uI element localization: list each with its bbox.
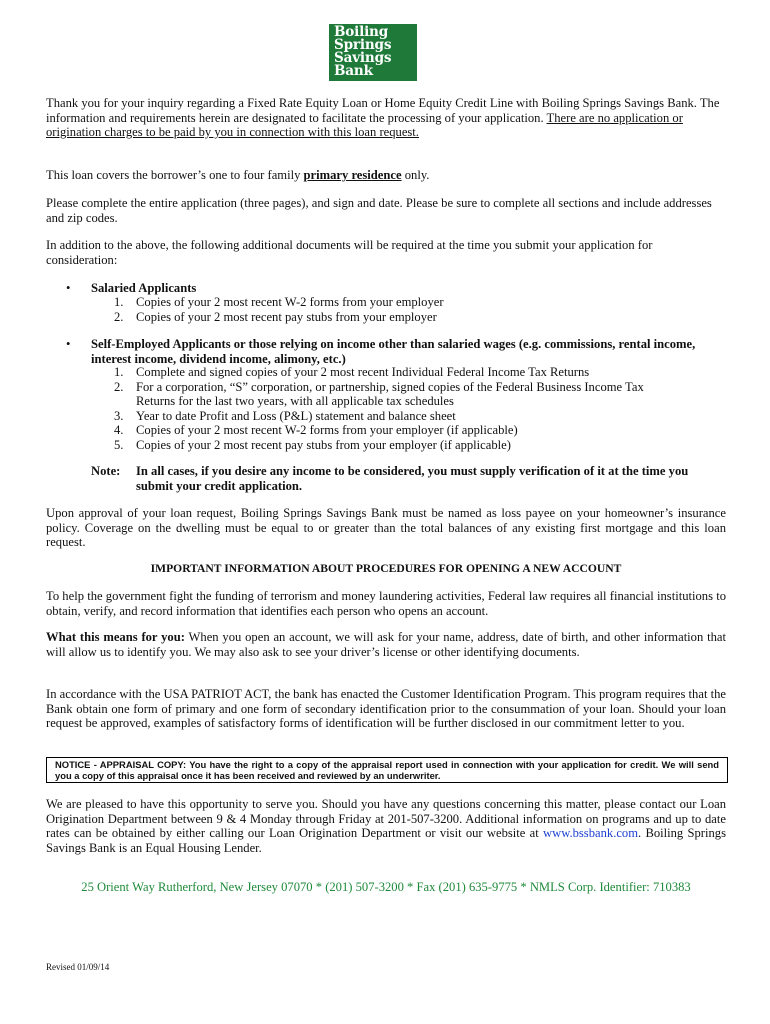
list-item: [46, 423, 726, 438]
list-item: [46, 380, 726, 409]
complete-application-paragraph: Please complete the entire application (three pages), and sign and date. Please be sure to complete all sections and include addresses and zip codes.: [46, 196, 712, 225]
what-this-means-label: What this means for you:: [46, 630, 185, 644]
bullet-icon: •: [66, 337, 71, 351]
logo-line: Boiling: [334, 24, 389, 40]
patriot-act-paragraph: In accordance with the USA PATRIOT ACT, the bank has enacted the Customer Identification Program. This program requires that the Bank obtain one form of primary and one form of secondary identification prior to the consummation of your loan. Should your loan request be approved, examples of satisfactory forms of identification will be further disclosed in our commitment letter to you.: [46, 687, 726, 731]
website-link[interactable]: www.bssbank.com: [543, 826, 639, 841]
list-item: [46, 409, 726, 424]
salaried-list: [46, 295, 726, 324]
closing-text: We are pleased to have this opportunity to serve you. Should you have any questions concerning this matter, please contact our Loan Origination Department between 9 & 4 Monday through Friday at 201-507-3200. Additional information on programs and up to date rates can be obtained by either calling our Loan Origination Department or visit our website at: [46, 797, 726, 841]
item-text: For a corporation, “S” corporation, or partnership, signed copies of the Federal Business Income Tax Returns for the last two years, with all applicable tax schedules: [136, 379, 644, 409]
intro-text: Thank you for your inquiry regarding a Fixed Rate Equity Loan or Home Equity Credit Line with Boiling Springs Savings Bank. The information and requirements herein are designated to facilitate the processing of your application.: [46, 96, 720, 125]
item-number: 1.: [114, 295, 124, 309]
item-number: 2.: [114, 309, 124, 324]
coverage-paragraph: [46, 168, 726, 183]
bank-address-footer: 25 Orient Way Rutherford, New Jersey 07070 * (201) 507-3200 * Fax (201) 635-9775 * NMLS Corp. Identifier: 710383: [81, 880, 691, 894]
bank-logo: [329, 24, 417, 81]
item-text: Copies of your 2 most recent W-2 forms from your employer: [136, 295, 444, 309]
item-text: Year to date Profit and Loss (P&L) statement and balance sheet: [136, 408, 456, 423]
coverage-text-end: only.: [401, 168, 430, 182]
closing-text-end: . Boiling Springs Savings Bank is an Equal Housing Lender.: [46, 826, 726, 855]
item-number: 2.: [114, 379, 124, 394]
revision-date: Revised 01/09/14: [46, 962, 110, 972]
self-employed-bullet: [46, 337, 726, 366]
self-employed-list: [46, 365, 726, 453]
item-number: 3.: [114, 408, 124, 423]
coverage-text: This loan covers the borrower’s one to four family: [46, 168, 304, 182]
salaried-bullet: [46, 281, 726, 296]
logo-line: Savings: [334, 50, 392, 67]
list-item: [46, 438, 726, 453]
additional-documents-paragraph: In addition to the above, the following additional documents will be required at the time you submit your application for consideration:: [46, 238, 653, 267]
item-number: 1.: [114, 365, 124, 379]
list-item: [46, 295, 726, 310]
item-number: 5.: [114, 437, 124, 452]
terrorism-paragraph: To help the government fight the funding of terrorism and money laundering activities, Federal law requires all financial institutions to obtain, verify, and record information that identifies each person who opens an account.: [46, 589, 726, 618]
item-text: Copies of your 2 most recent pay stubs from your employer (if applicable): [136, 437, 511, 452]
intro-paragraph: [46, 96, 726, 140]
what-this-means-text: When you open an account, we will ask for your name, address, date of birth, and other information that will allow us to identify you. We may also ask to see your driver’s license or other identifying documents.: [46, 630, 726, 659]
self-employed-heading: Self-Employed Applicants or those relying on income other than salaried wages (e.g. commissions, rental income, interest income, dividend income, alimony, etc.): [91, 337, 696, 366]
logo-line: Springs: [334, 37, 392, 54]
closing-paragraph: [46, 797, 726, 855]
important-info-heading: IMPORTANT INFORMATION ABOUT PROCEDURES FOR OPENING A NEW ACCOUNT: [150, 562, 622, 575]
list-item: [46, 310, 726, 325]
salaried-heading: Salaried Applicants: [91, 281, 197, 295]
item-text: Copies of your 2 most recent pay stubs from your employer: [136, 309, 437, 324]
bullet-icon: •: [66, 281, 71, 295]
logo-line: Bank: [334, 63, 373, 80]
note-text: In all cases, if you desire any income to be considered, you must supply verification of it at the time you submit your credit application.: [136, 464, 689, 493]
income-verification-note: [91, 464, 711, 493]
item-number: 4.: [114, 423, 124, 438]
loss-payee-paragraph: Upon approval of your loan request, Boiling Springs Savings Bank must be named as loss payee on your homeowner’s insurance policy. Coverage on the dwelling must be equal to or greater than the total balances of any existing first mortgage and this loan request.: [46, 506, 726, 550]
appraisal-notice-box: NOTICE - APPRAISAL COPY: You have the right to a copy of the appraisal report used in connection with your application for credit. We will send you a copy of this appraisal once it has been received and reviewed by an underwriter.: [46, 757, 728, 783]
note-label: Note:: [91, 464, 121, 478]
list-item: [46, 365, 726, 380]
item-text: Copies of your 2 most recent W-2 forms from your employer (if applicable): [136, 423, 518, 438]
what-this-means-paragraph: [46, 630, 726, 659]
item-text: Complete and signed copies of your 2 most recent Individual Federal Income Tax Returns: [136, 365, 590, 379]
no-charges-statement: There are no application or origination charges to be paid by you in connection with this loan request.: [46, 110, 683, 140]
primary-residence-term: primary residence: [303, 168, 402, 182]
